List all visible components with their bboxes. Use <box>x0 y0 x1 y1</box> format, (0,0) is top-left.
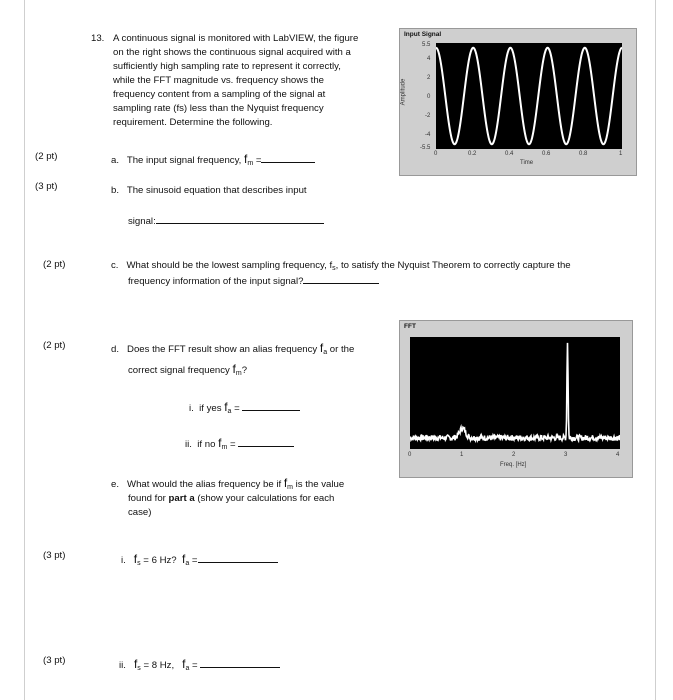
question-text: frequency information of the input signal? <box>128 276 304 287</box>
subscript: a <box>323 349 328 356</box>
item-label: c. <box>111 260 119 271</box>
x-tick: 1 <box>460 452 464 458</box>
intro-line: requirement. Determine the following. <box>113 117 273 128</box>
subscript: s <box>332 265 336 272</box>
x-tick: 1 <box>619 151 623 157</box>
x-tick: 0.2 <box>468 151 477 157</box>
subscript: m <box>287 484 293 491</box>
item-label: b. <box>111 185 120 196</box>
subscript: s <box>137 665 141 672</box>
subscript: a <box>227 408 232 415</box>
item-label: ii. <box>119 660 126 671</box>
points-label: (3 pt) <box>43 550 66 561</box>
f-symbol: f <box>133 552 138 566</box>
question-text: = 8 Hz, <box>140 660 175 671</box>
answer-blank[interactable] <box>156 214 324 224</box>
equals: = <box>189 555 198 566</box>
question-text: found for <box>128 493 169 504</box>
question-e-line3 <box>128 506 151 520</box>
chart-title: Input Signal <box>404 31 442 38</box>
item-label: i. <box>121 555 126 566</box>
question-text: = 6 Hz? <box>140 555 177 566</box>
question-text: Does the FFT result show an alias frequency <box>127 344 320 355</box>
x-tick: 0.4 <box>505 151 514 157</box>
equals: = <box>189 660 198 671</box>
bold-text: part a <box>168 493 195 504</box>
question-d-ii <box>185 436 294 455</box>
question-text: (show your calculations for each <box>194 493 335 504</box>
fft-chart <box>399 320 633 478</box>
y-tick: -5.5 <box>420 145 431 151</box>
answer-blank[interactable] <box>261 153 315 163</box>
y-tick: 2 <box>427 75 431 81</box>
equals: = <box>227 439 236 450</box>
question-text: correct signal frequency <box>128 365 233 376</box>
f-symbol: f <box>218 436 222 450</box>
item-label: e. <box>111 479 120 490</box>
input-signal-svg <box>436 43 622 149</box>
subscript: m <box>235 370 242 377</box>
question-e-ii <box>119 657 280 676</box>
question-text: if yes <box>199 403 225 414</box>
fft-svg <box>410 337 620 449</box>
subscript: a <box>185 665 190 672</box>
question-text: case) <box>128 507 152 518</box>
x-tick: 0.8 <box>579 151 588 157</box>
question-d-i <box>189 400 300 419</box>
fft-plot <box>410 337 620 449</box>
equals: = <box>231 403 240 414</box>
y-tick: -2 <box>425 113 431 119</box>
question-text: What should be the lowest sampling frequency, f <box>126 260 333 271</box>
question-text: if no <box>197 439 219 450</box>
x-tick: 2 <box>512 452 516 458</box>
equals: = <box>253 155 262 166</box>
subscript: m <box>221 444 228 451</box>
question-d <box>111 341 354 360</box>
question-text: The input signal frequency, <box>126 155 244 166</box>
subscript: m <box>247 160 254 167</box>
x-axis-label: Freq. [Hz] <box>500 462 527 468</box>
fft-magnitude-line <box>410 343 620 441</box>
x-tick: 4 <box>616 452 620 458</box>
points-label: (2 pt) <box>35 151 58 162</box>
answer-blank[interactable] <box>238 437 294 447</box>
points-label: (3 pt) <box>35 181 58 192</box>
f-symbol: f <box>232 362 236 376</box>
question-text: What would the alias frequency be if <box>127 479 284 490</box>
y-tick: -4 <box>425 132 431 138</box>
question-b-line2 <box>128 214 324 229</box>
x-tick: 0 <box>434 151 438 157</box>
f-symbol: f <box>181 552 186 566</box>
answer-blank[interactable] <box>198 553 278 563</box>
intro-line: while the FFT magnitude vs. frequency shows the <box>113 75 324 86</box>
worksheet-page <box>24 0 656 700</box>
points-label: (2 pt) <box>43 340 66 351</box>
intro-line: on the right shows the continuous signal acquired with a <box>113 47 351 58</box>
intro-line: sampling rate (fs) less than the Nyquist frequency <box>113 103 324 114</box>
intro-line: frequency content from a sampling of the signal at <box>113 89 326 100</box>
f-symbol: f <box>283 476 288 490</box>
f-symbol: f <box>133 657 138 671</box>
intro-line: A continuous signal is monitored with LabVIEW, the figure <box>113 33 359 44</box>
f-symbol: f <box>182 657 186 671</box>
points-label: (2 pt) <box>43 259 66 270</box>
question-a <box>111 152 315 171</box>
points-label: (3 pt) <box>43 655 66 666</box>
question-d-line2 <box>128 362 247 381</box>
x-tick: 3 <box>564 452 568 458</box>
y-tick: 0 <box>427 94 431 100</box>
item-label: d. <box>111 344 120 355</box>
x-axis-label: Time <box>520 160 534 166</box>
question-text: ? <box>241 365 248 376</box>
question-text: signal: <box>128 216 156 227</box>
subscript: s <box>137 560 141 567</box>
question-c-line2 <box>128 274 379 289</box>
y-axis-label: Amplitude <box>400 78 407 106</box>
chart-title: FFT <box>404 323 416 330</box>
subscript: a <box>185 560 190 567</box>
item-label: i. <box>189 403 194 414</box>
x-tick: 0.6 <box>542 151 551 157</box>
answer-blank[interactable] <box>303 274 379 284</box>
question-b <box>111 184 307 198</box>
question-text: is the value <box>293 479 345 490</box>
input-signal-plot <box>436 43 622 149</box>
x-tick: 0 <box>408 452 412 458</box>
y-tick: 5.5 <box>422 42 431 48</box>
f-symbol: f <box>244 152 248 166</box>
input-signal-chart <box>399 28 637 176</box>
item-label: a. <box>111 155 120 166</box>
f-symbol: f <box>319 341 324 355</box>
answer-blank[interactable] <box>200 658 280 668</box>
f-symbol: f <box>224 400 228 414</box>
question-number: 13. <box>91 33 105 44</box>
question-text: , to satisfy the Nyquist Theorem to correctly capture the <box>335 260 571 271</box>
y-tick: 4 <box>427 56 431 62</box>
intro-line: sufficiently high sampling rate to represent it correctly, <box>113 61 341 72</box>
item-label: ii. <box>185 439 192 450</box>
signal-line <box>436 48 622 144</box>
question-text: The sinusoid equation that describes input <box>126 185 307 196</box>
question-13-intro <box>113 32 358 130</box>
answer-blank[interactable] <box>242 401 300 411</box>
question-text: or the <box>327 344 355 355</box>
question-e-line2 <box>128 492 334 506</box>
question-e-i <box>121 552 278 571</box>
